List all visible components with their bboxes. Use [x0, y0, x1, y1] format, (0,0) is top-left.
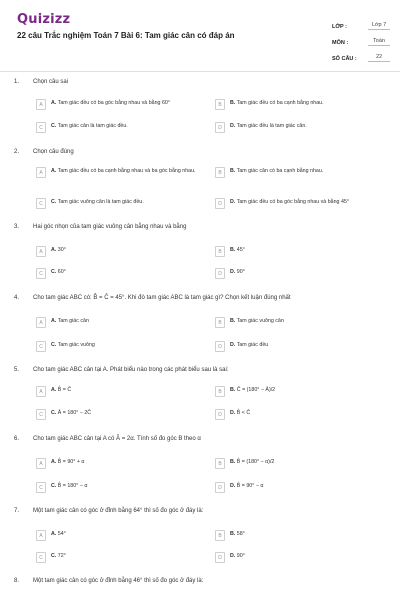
option-key: D.: [230, 553, 236, 559]
option-value: Tam giác đều là tam giác cân.: [236, 123, 307, 129]
answer-option-d[interactable]: [215, 341, 393, 352]
header-divider: [0, 71, 400, 72]
option-letter-box: A: [36, 167, 46, 178]
option-text: [230, 268, 245, 276]
option-value: 54°: [57, 531, 66, 537]
option-value: Tam giác cân là tam giác đều.: [57, 123, 128, 129]
option-key: C.: [51, 342, 57, 348]
answer-option-a[interactable]: [36, 530, 206, 541]
option-value: Tam giác đều có ba góc bằng nhau và bằng 60°: [57, 100, 170, 106]
option-value: Tam giác đều: [236, 342, 269, 348]
option-key: D.: [230, 410, 236, 416]
option-value: Tam giác đều có ba góc bằng nhau và bằng 45°: [236, 199, 349, 205]
option-value: 60°: [57, 269, 66, 275]
option-text: [51, 167, 196, 175]
meta-row-count: [332, 46, 390, 62]
question-number: 4.: [14, 295, 20, 301]
option-value: Tam giác cân: [57, 318, 89, 324]
option-text: [51, 246, 66, 254]
option-value: 45°: [236, 247, 245, 253]
meta-label: SỐ CÂU :: [332, 56, 357, 62]
option-value: Tam giác đều có ba cạnh bằng nhau và ba góc bằng nhau.: [57, 168, 196, 174]
option-value: B̂ = 90° − α: [236, 483, 264, 489]
option-key: A.: [51, 247, 57, 253]
option-key: C.: [51, 269, 57, 275]
option-value: B̂ = Ĉ: [57, 387, 72, 393]
option-text: [230, 317, 284, 325]
option-text: [230, 246, 245, 254]
option-text: [230, 198, 349, 206]
answer-option-a[interactable]: [36, 246, 206, 257]
option-key: B.: [230, 387, 236, 393]
option-letter-box: B: [215, 458, 225, 469]
option-value: B̂ = (180° − α)/2: [236, 459, 275, 465]
option-key: C.: [51, 553, 57, 559]
option-letter-box: B: [215, 167, 225, 178]
answer-option-c[interactable]: [36, 409, 206, 420]
option-text: [51, 458, 84, 466]
option-text: [51, 317, 89, 325]
answer-option-c[interactable]: [36, 268, 206, 279]
option-key: B.: [230, 531, 236, 537]
option-text: [230, 386, 275, 394]
answer-option-a[interactable]: [36, 99, 206, 110]
meta-value: 22: [368, 54, 390, 62]
option-key: A.: [51, 531, 57, 537]
option-text: [51, 386, 71, 394]
answer-option-c[interactable]: [36, 482, 206, 493]
answer-option-a[interactable]: [36, 167, 206, 178]
answer-option-b[interactable]: [215, 167, 393, 178]
option-key: B.: [230, 318, 236, 324]
answer-option-a[interactable]: [36, 317, 206, 328]
option-value: Tam giác vuông cân là tam giác đều.: [57, 199, 144, 205]
option-value: 30°: [57, 247, 66, 253]
answer-option-b[interactable]: [215, 530, 393, 541]
option-value: 90°: [236, 553, 245, 559]
option-text: [51, 268, 66, 276]
option-key: D.: [230, 199, 236, 205]
option-letter-box: A: [36, 246, 46, 257]
option-text: [230, 167, 323, 175]
option-letter-box: C: [36, 122, 46, 133]
option-value: 90°: [236, 269, 245, 275]
answer-option-d[interactable]: [215, 122, 393, 133]
answer-option-d[interactable]: [215, 268, 393, 279]
option-key: B.: [230, 100, 236, 106]
question-text: Một tam giác cân có góc ở đỉnh bằng 46° thì số đo góc ở đáy là:: [33, 578, 204, 584]
worksheet-header: [0, 0, 400, 72]
answer-option-a[interactable]: [36, 458, 206, 469]
option-key: B.: [230, 459, 236, 465]
option-text: [230, 482, 263, 490]
option-text: [230, 530, 245, 538]
answer-option-c[interactable]: [36, 122, 206, 133]
question-number: 8.: [14, 578, 20, 584]
option-key: C.: [51, 199, 57, 205]
question-number: 6.: [14, 436, 20, 442]
option-text: [230, 552, 245, 560]
option-letter-box: B: [215, 530, 225, 541]
option-letter-box: D: [215, 198, 225, 209]
option-text: [51, 552, 66, 560]
option-value: 58°: [236, 531, 245, 537]
option-text: [230, 409, 250, 417]
answer-option-b[interactable]: [215, 386, 393, 397]
option-letter-box: D: [215, 482, 225, 493]
option-letter-box: A: [36, 317, 46, 328]
option-text: [51, 341, 95, 349]
answer-option-d[interactable]: [215, 552, 393, 563]
option-letter-box: A: [36, 458, 46, 469]
worksheet-title: 22 câu Trắc nghiệm Toán 7 Bài 6: Tam giác cân có đáp án: [17, 31, 235, 40]
question-number: 1.: [14, 79, 20, 85]
worksheet-meta: [332, 14, 390, 62]
option-key: D.: [230, 269, 236, 275]
meta-label: LỚP :: [332, 24, 347, 30]
option-key: A.: [51, 318, 57, 324]
meta-value: Toán: [368, 38, 390, 46]
option-letter-box: D: [215, 552, 225, 563]
option-text: [51, 409, 91, 417]
option-value: Tam giác vuông cân: [236, 318, 284, 324]
answer-option-d[interactable]: [215, 198, 393, 209]
option-letter-box: B: [215, 317, 225, 328]
option-letter-box: C: [36, 482, 46, 493]
meta-label: MÔN :: [332, 40, 349, 46]
option-key: B.: [230, 247, 236, 253]
answer-option-d[interactable]: [215, 409, 393, 420]
option-key: A.: [51, 168, 57, 174]
question-text: Một tam giác cân có góc ở đỉnh bằng 64° thì số đo góc ở đáy là:: [33, 508, 204, 514]
option-letter-box: A: [36, 99, 46, 110]
option-text: [51, 198, 144, 206]
answer-option-b[interactable]: [215, 99, 393, 110]
option-letter-box: C: [36, 341, 46, 352]
option-value: Â = 180° − 2Ĉ: [57, 410, 92, 416]
answer-option-b[interactable]: [215, 458, 393, 469]
option-value: B̂ < Ĉ: [236, 410, 251, 416]
option-text: [51, 530, 66, 538]
option-value: Tam giác vuông: [57, 342, 95, 348]
option-value: Ĉ = (180° − Â)/2: [236, 387, 276, 393]
option-text: [51, 122, 128, 130]
option-key: C.: [51, 123, 57, 129]
option-text: [51, 99, 170, 107]
quizizz-logo: Quizizz: [17, 12, 71, 27]
option-key: A.: [51, 459, 57, 465]
meta-row-subject: [332, 30, 390, 46]
option-letter-box: B: [215, 246, 225, 257]
answer-option-c[interactable]: [36, 552, 206, 563]
answer-option-c[interactable]: [36, 341, 206, 352]
option-value: B̂ = 90° + α: [57, 459, 85, 465]
option-key: C.: [51, 483, 57, 489]
answer-option-a[interactable]: [36, 386, 206, 397]
question-number: 5.: [14, 367, 20, 373]
option-letter-box: A: [36, 386, 46, 397]
option-key: D.: [230, 342, 236, 348]
option-value: Tam giác đều có ba cạnh bằng nhau.: [236, 100, 324, 106]
question-text: Hai góc nhọn của tam giác vuông cân bằng nhau và bằng: [33, 224, 187, 230]
question-number: 7.: [14, 508, 20, 514]
option-key: A.: [51, 387, 57, 393]
option-key: D.: [230, 483, 236, 489]
answer-option-c[interactable]: [36, 198, 206, 209]
meta-value: Lớp 7: [368, 22, 390, 30]
option-letter-box: B: [215, 99, 225, 110]
option-value: Tam giác cân có ba cạnh bằng nhau.: [236, 168, 324, 174]
option-text: [230, 458, 274, 466]
meta-row-grade: [332, 14, 390, 30]
option-key: A.: [51, 100, 57, 106]
question-text: Chọn câu sai: [33, 79, 69, 85]
question-text: Cho tam giác ABC cân tại A. Phát biểu nào trong các phát biểu sau là sai:: [33, 367, 229, 373]
option-key: B.: [230, 168, 236, 174]
answer-option-b[interactable]: [215, 246, 393, 257]
question-text: Cho tam giác ABC cân tại A có Â = 2α. Tính số đo góc B theo α: [33, 436, 201, 442]
option-letter-box: C: [36, 198, 46, 209]
option-letter-box: A: [36, 530, 46, 541]
question-number: 2.: [14, 149, 20, 155]
option-letter-box: D: [215, 409, 225, 420]
option-key: D.: [230, 123, 236, 129]
option-text: [230, 99, 324, 107]
option-key: C.: [51, 410, 57, 416]
option-value: 72°: [57, 553, 66, 559]
answer-option-d[interactable]: [215, 482, 393, 493]
option-text: [230, 341, 268, 349]
answer-option-b[interactable]: [215, 317, 393, 328]
option-letter-box: C: [36, 552, 46, 563]
option-letter-box: C: [36, 409, 46, 420]
option-letter-box: B: [215, 386, 225, 397]
option-text: [230, 122, 307, 130]
question-text: Cho tam giác ABC có: B̂ = Ĉ = 45°. Khi đó tam giác ABC là tam giác gì? Chọn kết luận đúng nhất: [33, 295, 291, 301]
option-letter-box: D: [215, 122, 225, 133]
option-letter-box: D: [215, 268, 225, 279]
option-value: B̂ = 180° − α: [57, 483, 88, 489]
option-text: [51, 482, 87, 490]
question-text: Chọn câu đúng: [33, 149, 74, 155]
question-number: 3.: [14, 224, 20, 230]
option-letter-box: D: [215, 341, 225, 352]
option-letter-box: C: [36, 268, 46, 279]
